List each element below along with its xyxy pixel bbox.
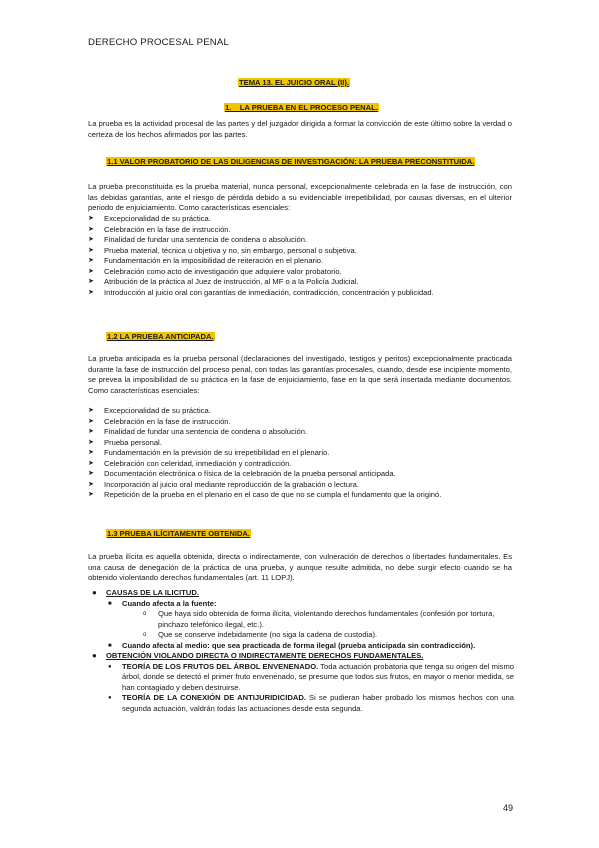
arrowhead-bullet-icon: ➤	[88, 288, 94, 296]
list-item: ➤ Repetición de la prueba en el plenario en el caso de que no se cumpla el fundamento que la originó.	[88, 490, 442, 499]
section-1-title: 1. LA PRUEBA EN EL PROCESO PENAL.	[225, 103, 378, 112]
section-1-2-list	[88, 406, 518, 501]
list-item: ➤ Celebración en la fase de instrucción.	[88, 416, 231, 426]
list-item: ➤ Documentación electrónica o física de la celebración de la prueba personal anticipada.	[88, 469, 396, 478]
list-item: ➤ Fundamentación en la previsión de su irrepetibilidad en el plenario.	[88, 448, 330, 457]
arrowhead-bullet-icon: ➤	[88, 267, 94, 275]
arrowhead-bullet-icon: ➤	[88, 407, 94, 414]
dot-bullet-icon: ●	[108, 663, 112, 670]
list-item: ● TEORÍA DE LOS FRUTOS DEL ÁRBOL ENVENENADO. Toda actuación probatoria que tenga su origen del mismo árbol, donde se detectó el primer fruto envenenado, se presume que todos sus frutos, en mayor o menor medida, se han contagiado y deben destruirse.	[108, 661, 514, 692]
page-number: 49	[503, 803, 514, 813]
arrowhead-bullet-icon: ➤	[88, 278, 94, 285]
list-item: ● OBTENCIÓN VIOLANDO DIRECTA O INDIRECTAMENTE DERECHOS FUNDAMENTALES.	[92, 651, 424, 660]
list-item: o Que se conserve indebidamente (no siga la cadena de custodia).	[143, 630, 378, 639]
section-1-2-paragraph: La prueba anticipada es la prueba personal (declaraciones del investigado, testigos y peritos) excepcionalmente practicada durante la fase de instrucción del proceso penal, con todas las garantías procesales, cuando, desde ese incipiente momento, se prevea la imposibilidad de su práctica en la fase de enjuiciamiento, fase en la que será insertada mediante documentos. Como características esenciales:	[88, 354, 512, 395]
arrowhead-bullet-icon: ➤	[88, 215, 94, 222]
arrowhead-bullet-icon: ➤	[88, 246, 94, 254]
list-item: ➤ Celebración en la fase de instrucción.	[88, 224, 231, 234]
tema-title: TEMA 13. EL JUICIO ORAL (II).	[239, 78, 349, 87]
section-1-3-heading: 1.3 PRUEBA ILÍCITAMENTE OBTENIDA.	[107, 529, 251, 538]
list-item: ➤ Excepcionalidad de su práctica.	[88, 406, 211, 415]
dot-bullet-icon: ●	[92, 651, 97, 660]
list-item: ➤ Finalidad de fundar una sentencia de condena o absolución.	[88, 427, 308, 436]
arrowhead-bullet-icon: ➤	[88, 438, 94, 446]
section-1-1-list	[88, 214, 518, 298]
list-item: ➤ Celebración como acto de investigación que adquiere valor probatorio.	[88, 266, 342, 276]
ilicitud-list	[88, 588, 514, 714]
section-1-1-paragraph: La prueba preconstituida es la prueba material, nunca personal, excepcionalmente celebrada en la fase de instrucción, con las debidas garantías, ante el riesgo de pérdida debido a su evidenciable irrepetibilidad, por causas diversas, en el ulterior periodo de enjuiciamiento. Como características esenciales:	[88, 182, 512, 213]
arrowhead-bullet-icon: ➤	[88, 428, 94, 435]
list-item: ■ Cuando afecta a la fuente:	[108, 598, 217, 608]
arrowhead-bullet-icon: ➤	[88, 225, 94, 233]
arrowhead-bullet-icon: ➤	[88, 480, 94, 488]
arrowhead-bullet-icon: ➤	[88, 449, 94, 456]
circle-bullet-icon: o	[143, 632, 147, 638]
list-item: ➤ Atribución de la práctica al Juez de instrucción, al MF o a la Policía Judicial.	[88, 277, 359, 286]
dot-bullet-icon: ●	[108, 695, 112, 701]
list-item: ➤ Celebración con celeridad, inmediación y contradicción.	[88, 458, 292, 468]
intro-paragraph: La prueba es la actividad procesal de las partes y del juzgador dirigida a formar la convicción de este último sobre la verdad o certeza de los hechos afirmados por las partes.	[88, 119, 512, 139]
list-item: ➤ Incorporación al juicio oral mediante reproducción de la grabación o lectura.	[88, 479, 359, 489]
arrowhead-bullet-icon: ➤	[88, 417, 94, 425]
square-bullet-icon: ■	[108, 642, 112, 649]
arrowhead-bullet-icon: ➤	[88, 470, 94, 477]
arrowhead-bullet-icon: ➤	[88, 257, 94, 264]
list-item: ➤ Prueba personal.	[88, 437, 162, 447]
arrowhead-bullet-icon: ➤	[88, 236, 94, 243]
list-item: ● TEORÍA DE LA CONEXIÓN DE ANTIJURIDICIDAD. Si se pudieran haber probado los mismos hechos con una segunda actuación, valdrán todas las actuaciones desde esta segunda.	[108, 693, 514, 713]
section-1-3-paragraph: La prueba ilícita es aquella obtenida, directa o indirectamente, con vulneración de derechos o libertades fundamentales. Es una causa de denegación de la práctica de una prueba, y aunque resulte admitida, no debe surgir efecto cuando se ha obtenido violentando derechos fundamentales (art. 11 LOPJ).	[88, 552, 512, 583]
arrowhead-bullet-icon: ➤	[88, 459, 94, 467]
list-item: o Que haya sido obtenida de forma ilícita, violentando derechos fundamentales (confesión por tortura, pinchazo telefónico ilegal, etc.).	[143, 609, 495, 629]
circle-bullet-icon: o	[143, 611, 147, 617]
square-bullet-icon: ■	[108, 600, 112, 607]
list-item: ➤ Fundamentación en la imposibilidad de reiteración en el plenario.	[88, 256, 324, 265]
arrowhead-bullet-icon: ➤	[88, 491, 94, 498]
dot-bullet-icon: ●	[92, 588, 97, 597]
list-item: ● CAUSAS DE LA ILICITUD.	[92, 588, 199, 597]
page-header: DERECHO PROCESAL PENAL	[88, 37, 230, 48]
section-1-2-heading: 1.2 LA PRUEBA ANTICIPADA.	[107, 332, 214, 341]
list-item: ➤ Prueba material, técnica u objetiva y no, sin embargo, personal o subjetiva.	[88, 245, 357, 255]
list-item: ➤ Introducción al juicio oral con garantías de inmediación, contradicción, concentración y publicidad.	[88, 287, 434, 297]
list-item: ➤ Excepcionalidad de su práctica.	[88, 214, 211, 223]
section-1-1-heading: 1.1 VALOR PROBATORIO DE LAS DILIGENCIAS DE INVESTIGACIÓN: LA PRUEBA PRECONSTITUIDA.	[107, 157, 475, 166]
list-item: ■ Cuando afecta al medio: que sea practicada de forma ilegal (prueba anticipada sin contradicción).	[108, 640, 476, 650]
list-item: ➤ Finalidad de fundar una sentencia de condena o absolución.	[88, 235, 308, 244]
